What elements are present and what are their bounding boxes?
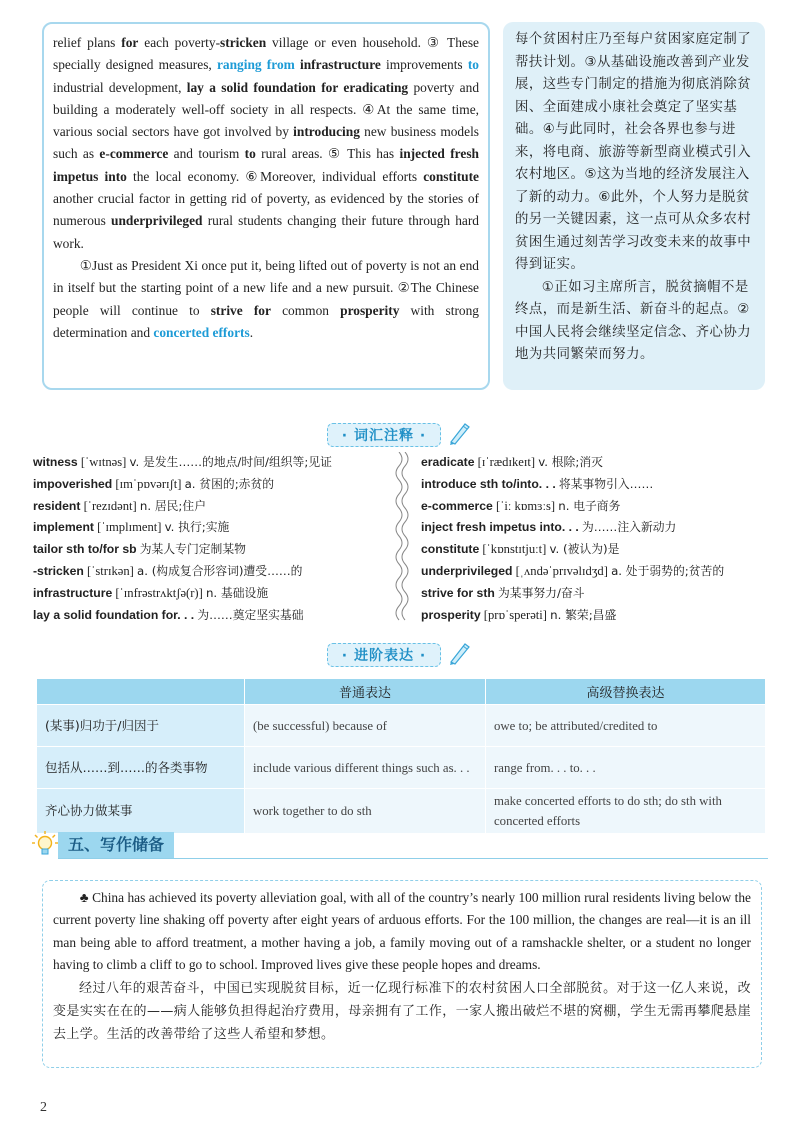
table-cell: work together to do sth	[245, 789, 486, 834]
text-run: with strong determination and	[53, 302, 479, 340]
keyword: injected fresh impetus into	[53, 146, 479, 184]
table-cell: (be successful) because of	[245, 705, 486, 747]
vocab-definition: v. 根除;消灭	[538, 455, 603, 469]
vocab-word: eradicate	[421, 455, 475, 469]
vocab-word: infrastructure	[33, 585, 113, 600]
keyword: lay a solid foundation for eradicating	[186, 79, 409, 95]
vocab-word: impoverished	[33, 476, 113, 491]
vocab-word: underprivileged	[421, 563, 513, 578]
table-header-cell	[37, 679, 245, 705]
reading-english-box	[42, 22, 490, 390]
vocab-definition: 为某人专门定制某物	[139, 542, 246, 557]
pen-icon	[447, 640, 473, 666]
keyword: underprivileged	[111, 213, 203, 229]
text-run: improvements	[380, 57, 468, 73]
pen-icon	[447, 420, 473, 446]
highlighted-phrase: concerted efforts	[153, 324, 250, 340]
vocab-entry	[421, 517, 781, 539]
keyword: introducing	[293, 124, 360, 140]
text-run: rural students changing their future through hard work.	[53, 213, 479, 251]
vocab-entry	[33, 452, 393, 474]
text-run: rural areas. ⑤ This has	[255, 146, 400, 162]
text-run: ①Just as President Xi once put it, being lifted out of poverty is not an end in itself but the starting point of a new life and a new pursuit. ②The Chinese people will continue to	[53, 257, 479, 318]
vocab-entry	[33, 517, 393, 539]
vocab-definition: a. 贫困的;赤贫的	[184, 476, 275, 491]
vocab-phonetic: [ˈstrɪkən]	[83, 563, 137, 578]
table-row	[37, 705, 766, 747]
vocab-entry	[33, 583, 393, 605]
vocab-entry	[33, 496, 393, 518]
highlighted-phrase: to	[467, 57, 479, 73]
vocab-definition: 为……奠定坚实基础	[197, 607, 304, 622]
writing-section-heading	[32, 830, 768, 860]
vocab-word: e-commerce	[421, 498, 493, 513]
table-header-row	[37, 679, 766, 705]
vocab-word: prosperity	[421, 607, 481, 622]
vocab-entry	[421, 496, 781, 518]
text-run: another crucial factor in getting rid of poverty, as evidenced by the stories of numerous	[53, 191, 479, 229]
table-row	[37, 789, 766, 834]
vocab-definition: n. 基础设施	[205, 585, 269, 600]
vocab-entry	[421, 561, 781, 583]
text-run: relief plans	[53, 35, 122, 50]
keyword: infrastructure	[300, 57, 381, 73]
reading-cn-paragraph-2: ①正如习主席所言，脱贫摘帽不是终点，而是新生活、新奋斗的起点。②中国人民将会继续坚定信念、齐心协力地为共同繁荣而努力。	[515, 279, 752, 362]
text-run: common	[270, 302, 341, 318]
table-row	[37, 747, 766, 789]
table-cell: 包括从……到……的各类事物	[37, 747, 245, 789]
keyword: strive for	[210, 302, 271, 318]
keyword: prosperity	[340, 302, 400, 318]
vocab-entry	[33, 474, 393, 496]
vocab-word: constitute	[421, 542, 480, 557]
vocab-entry	[421, 605, 781, 627]
text-run: village or even household. ③ These specially designed measures,	[53, 35, 479, 73]
vocab-entry	[33, 605, 393, 627]
vocab-phonetic: [ɪˈrædɪkeɪt]	[474, 455, 539, 469]
text-run: .	[249, 324, 254, 340]
table-cell: 齐心协力做某事	[37, 789, 245, 834]
vocab-word: tailor sth to/for sb	[33, 542, 137, 557]
vocab-word: strive for sth	[421, 585, 495, 600]
vocab-definition: n. 电子商务	[558, 498, 621, 513]
vocab-entry	[33, 539, 393, 561]
vocab-definition: 为……注入新动力	[581, 520, 677, 535]
vocab-column-right	[421, 452, 781, 626]
reading-cn-paragraph-1: 每个贫困村庄乃至每户贫困家庭定制了帮扶计划。③从基础设施改善到产业发展，这些专门制定的措施为彻底消除贫困、全面建成小康社会奠定了坚实基础。④与此同时，社会各界也参与进来，将电商、旅游等新型商业模式引入农村地区。⑤这为当地的经济发展注入了新的动力。⑥此外，个人努力是脱贫的另一关键因素，这一点可从众多农村贫困生通过刻苦学习改变未来的故事中得到证实。	[515, 32, 752, 272]
vocab-phonetic: [ˈiː kɒmɜːs]	[492, 498, 559, 513]
vocab-phonetic: [prɒˈsperəti]	[480, 607, 551, 622]
keyword: for	[121, 35, 139, 50]
lightbulb-icon	[32, 830, 58, 858]
vocab-word: witness	[33, 455, 78, 469]
vocab-entry	[421, 474, 781, 496]
vocab-definition: a. 处于弱势的;贫苦的	[611, 563, 725, 578]
text-run: new business models such as	[53, 124, 479, 162]
keyword: to	[244, 146, 256, 162]
writing-chinese-paragraph: 经过八年的艰苦奋斗，中国已实现脱贫目标，近一亿现行标准下的农村贫困人口全部脱贫。对于这一亿人来说，改变是实实在在的——病人能够负担得起治疗费用，母亲拥有了工作，一家人搬出破烂不堪的窝棚，学生无需再攀爬悬崖去上学。生活的改善带给了这些人希望和梦想。	[53, 980, 751, 1042]
expr-section-heading	[0, 640, 800, 667]
text-run: each poverty-	[138, 35, 221, 50]
vocab-definition: 将某事物引入……	[558, 476, 654, 491]
vocab-phonetic: [ˈwɪtnəs]	[77, 455, 130, 469]
vocab-phonetic: [ˈɪnfrəstrʌktʃə(r)]	[112, 585, 206, 600]
vocab-word: introduce sth to/into. . .	[421, 476, 556, 491]
highlighted-phrase: ranging from	[216, 57, 295, 73]
table-cell: owe to; be attributed/credited to	[486, 705, 766, 747]
vocab-entry	[421, 583, 781, 605]
vocab-entry	[33, 561, 393, 583]
table-header-cell: 普通表达	[245, 679, 486, 705]
vocab-phonetic: [ˈkɒnstɪtjuːt]	[479, 542, 550, 557]
table-header-cell: 高级替换表达	[486, 679, 766, 705]
table-cell: make concerted efforts to do sth; do sth with concerted efforts	[486, 789, 766, 834]
vocab-definition: n. 繁荣;昌盛	[550, 607, 617, 622]
vocab-entry	[421, 539, 781, 561]
reading-en-paragraph-1	[53, 32, 479, 255]
reading-en-paragraph-2	[53, 255, 479, 344]
vocab-word: inject fresh impetus into. . .	[421, 520, 579, 535]
vocab-definition: v. 执行;实施	[164, 520, 230, 535]
text-run: the local economy. ⑥Moreover, individual efforts	[126, 168, 424, 184]
vocab-phonetic: [ɪmˈpɒvərɪʃt]	[112, 476, 185, 491]
vocab-section-heading	[0, 420, 800, 447]
reading-chinese-box	[503, 22, 765, 390]
vocab-word: -stricken	[33, 563, 84, 578]
text-run: industrial development,	[53, 79, 187, 95]
table-cell: include various different things such as. . .	[245, 747, 486, 789]
text-run: and tourism	[168, 146, 245, 162]
keyword: e-commerce	[99, 146, 169, 162]
vocab-word: lay a solid foundation for. . .	[33, 607, 195, 622]
vocab-entry	[421, 452, 781, 474]
table-cell: range from. . . to. . .	[486, 747, 766, 789]
page-number: 2	[40, 1100, 47, 1115]
vocab-word: resident	[33, 498, 81, 513]
writing-section-title: 五、写作储备	[58, 832, 174, 858]
expr-section-title: · 进阶表达 ·	[327, 643, 441, 667]
vocab-word: implement	[33, 520, 94, 535]
vocab-column-left	[33, 452, 393, 626]
vocab-phonetic: [ˈɪmplɪment]	[93, 520, 165, 535]
vocab-definition: a. (构成复合形容词)遭受……的	[136, 563, 303, 578]
vocab-phonetic: [ˌʌndəˈprɪvəlɪdʒd]	[512, 563, 612, 578]
vocab-definition: 为某事努力/奋斗	[497, 585, 585, 600]
vocab-definition: n. 居民;住户	[139, 498, 206, 513]
text-run: poverty and building a moderately well-off society in all respects. ④At the same time, various social sectors have got involved by	[53, 79, 480, 140]
keyword: constitute	[423, 168, 480, 184]
writing-box	[42, 880, 762, 1068]
vocab-phonetic: [ˈrezɪdənt]	[80, 498, 140, 513]
expression-table	[36, 678, 766, 834]
vocab-definition: v. 是发生……的地点/时间/组织等;见证	[129, 455, 332, 469]
vocab-definition: v. (被认为)是	[549, 542, 620, 557]
vocab-section-title: · 词汇注释 ·	[327, 423, 441, 447]
keyword: stricken	[220, 35, 267, 50]
writing-heading-underline	[58, 858, 768, 859]
writing-english-paragraph: ♣ China has achieved its poverty alleviation goal, with all of the country’s nearly 100 million rural residents living below the current poverty line shaking off poverty after eight years of arduous efforts. For the 100 million, the changes are real—it is an ill man being able to afford treatment, a mother having a job, a family moving out of a ramshackle shelter, or a student no longer having to climb a cliff to go to school. Improved lives give these people hopes and dreams.	[53, 890, 751, 973]
wavy-divider	[395, 452, 409, 624]
table-cell: (某事)归功于/归因于	[37, 705, 245, 747]
